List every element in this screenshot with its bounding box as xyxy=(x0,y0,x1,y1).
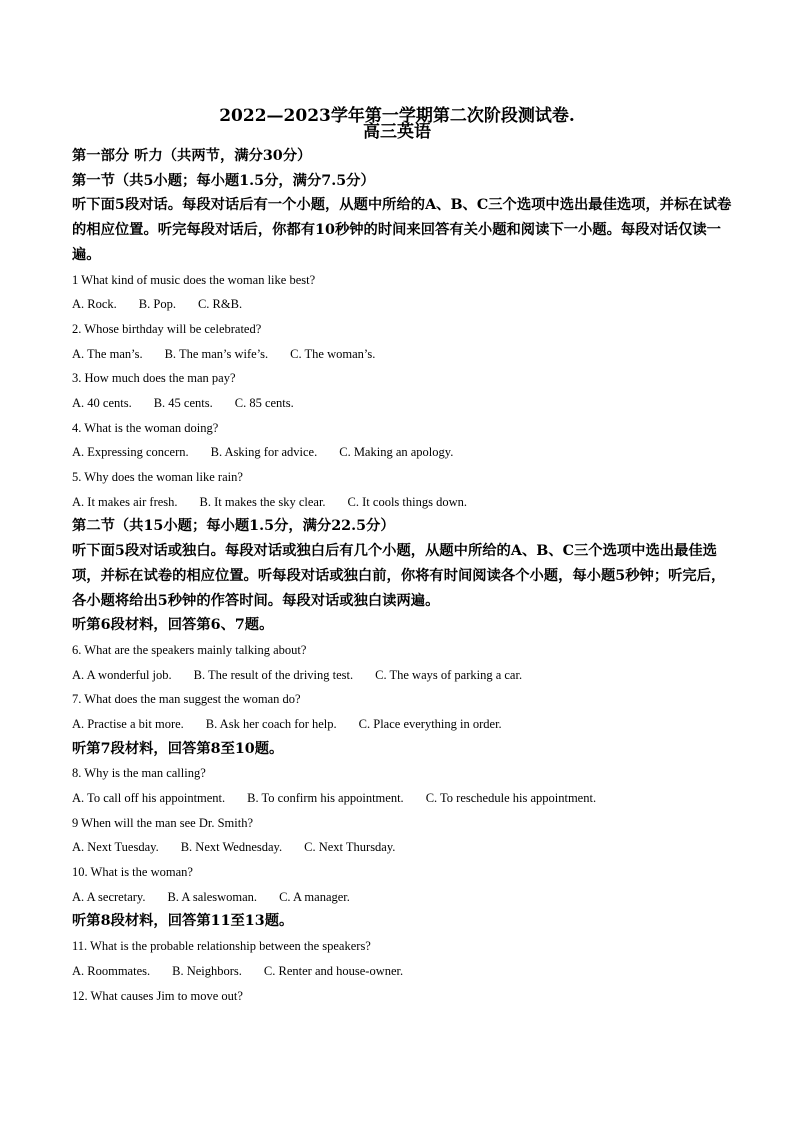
option-6a: A. A wonderful job. xyxy=(72,667,172,682)
options-8 xyxy=(72,786,732,811)
option-11b: B. Neighbors. xyxy=(172,963,242,978)
options-1 xyxy=(72,292,732,317)
question-6: 6. What are the speakers mainly talking about? xyxy=(72,642,307,657)
group7-heading: 听第7段材料，回答第8至10题。 xyxy=(72,740,284,757)
option-7b: B. Ask her coach for help. xyxy=(205,716,337,731)
option-9a: A. Next Tuesday. xyxy=(72,840,159,855)
option-2b: B. The man’s wife’s. xyxy=(164,346,269,361)
options-4 xyxy=(72,440,732,465)
question-5: 5. Why does the woman like rain? xyxy=(72,470,243,485)
option-7c: C. Place everything in order. xyxy=(358,716,502,731)
option-6c: C. The ways of parking a car. xyxy=(375,667,523,682)
option-6b: B. The result of the driving test. xyxy=(193,667,354,682)
options-9 xyxy=(72,835,732,860)
group8-heading: 听第8段材料，回答第11至13题。 xyxy=(72,913,294,930)
option-8a: A. To call off his appointment. xyxy=(72,791,226,806)
option-4b: B. Asking for advice. xyxy=(210,445,318,460)
options-11 xyxy=(72,959,732,984)
option-2a: A. The man’s. xyxy=(72,346,143,361)
option-3b: B. 45 cents. xyxy=(153,395,213,410)
exam-title: 2022—2023学年第一学期第二次阶段测试卷. xyxy=(219,106,575,126)
group6-heading: 听第6段材料，回答第6、7题。 xyxy=(72,617,274,634)
option-5c: C. It cools things down. xyxy=(347,494,467,509)
option-9c: C. Next Thursday. xyxy=(304,840,396,855)
options-10 xyxy=(72,885,732,910)
options-3 xyxy=(72,391,732,416)
option-3c: C. 85 cents. xyxy=(234,395,294,410)
section2-instructions: 听下面5段对话或独白。每段对话或独白后有几个小题，从题中所给的A、B、C三个选项中选出最佳选项，并标在试卷的相应位置。听每段对话或独白前，你将有时间阅读各个小题，每小题5秒钟；听完后，各小题将给出5秒钟的作答时间。每段对话或独白读两遍。 xyxy=(72,543,726,609)
option-4c: C. Making an apology. xyxy=(339,445,454,460)
question-12: 12. What causes Jim to move out? xyxy=(72,988,243,1003)
option-1c: C. R&B. xyxy=(197,297,243,312)
question-2: 2. Whose birthday will be celebrated? xyxy=(72,321,262,336)
option-10c: C. A manager. xyxy=(279,889,350,904)
option-11a: A. Roommates. xyxy=(72,963,151,978)
option-5a: A. It makes air fresh. xyxy=(72,494,178,509)
option-2c: C. The woman’s. xyxy=(290,346,376,361)
section2-heading: 第二节（共15小题；每小题1.5分，满分22.5分） xyxy=(72,518,395,535)
options-2 xyxy=(72,342,732,367)
question-3: 3. How much does the man pay? xyxy=(72,371,236,386)
exam-subtitle: 高三英语 xyxy=(363,122,431,142)
option-8b: B. To confirm his appointment. xyxy=(247,791,404,806)
part1-heading: 第一部分 听力（共两节，满分30分） xyxy=(72,148,312,164)
question-9: 9 When will the man see Dr. Smith? xyxy=(72,815,253,830)
option-8c: C. To reschedule his appointment. xyxy=(425,791,597,806)
options-5 xyxy=(72,490,732,515)
options-7 xyxy=(72,712,732,737)
option-4a: A. Expressing concern. xyxy=(72,445,189,460)
section1-heading: 第一节（共5小题；每小题1.5分，满分7.5分） xyxy=(72,172,375,189)
option-3a: A. 40 cents. xyxy=(72,395,132,410)
question-4: 4. What is the woman doing? xyxy=(72,420,219,435)
exam-content xyxy=(72,144,732,1008)
option-10a: A. A secretary. xyxy=(72,889,146,904)
option-5b: B. It makes the sky clear. xyxy=(199,494,326,509)
question-10: 10. What is the woman? xyxy=(72,865,193,880)
question-1: 1 What kind of music does the woman like best? xyxy=(72,272,316,287)
option-11c: C. Renter and house-owner. xyxy=(263,963,404,978)
question-7: 7. What does the man suggest the woman do? xyxy=(72,692,301,707)
question-11: 11. What is the probable relationship between the speakers? xyxy=(72,939,371,954)
option-9b: B. Next Wednesday. xyxy=(180,840,283,855)
option-7a: A. Practise a bit more. xyxy=(72,716,184,731)
section1-instructions: 听下面5段对话。每段对话后有一个小题，从题中所给的A、B、C三个选项中选出最佳选项，并标在试卷的相应位置。听完每段对话后，你都有10秒钟的时间来回答有关小题和阅读下一小题。每段对话仅读一遍。 xyxy=(72,197,732,263)
options-6 xyxy=(72,663,732,688)
option-10b: B. A saleswoman. xyxy=(167,889,258,904)
option-1b: B. Pop. xyxy=(138,297,176,312)
option-1a: A. Rock. xyxy=(72,297,117,312)
question-8: 8. Why is the man calling? xyxy=(72,766,206,781)
